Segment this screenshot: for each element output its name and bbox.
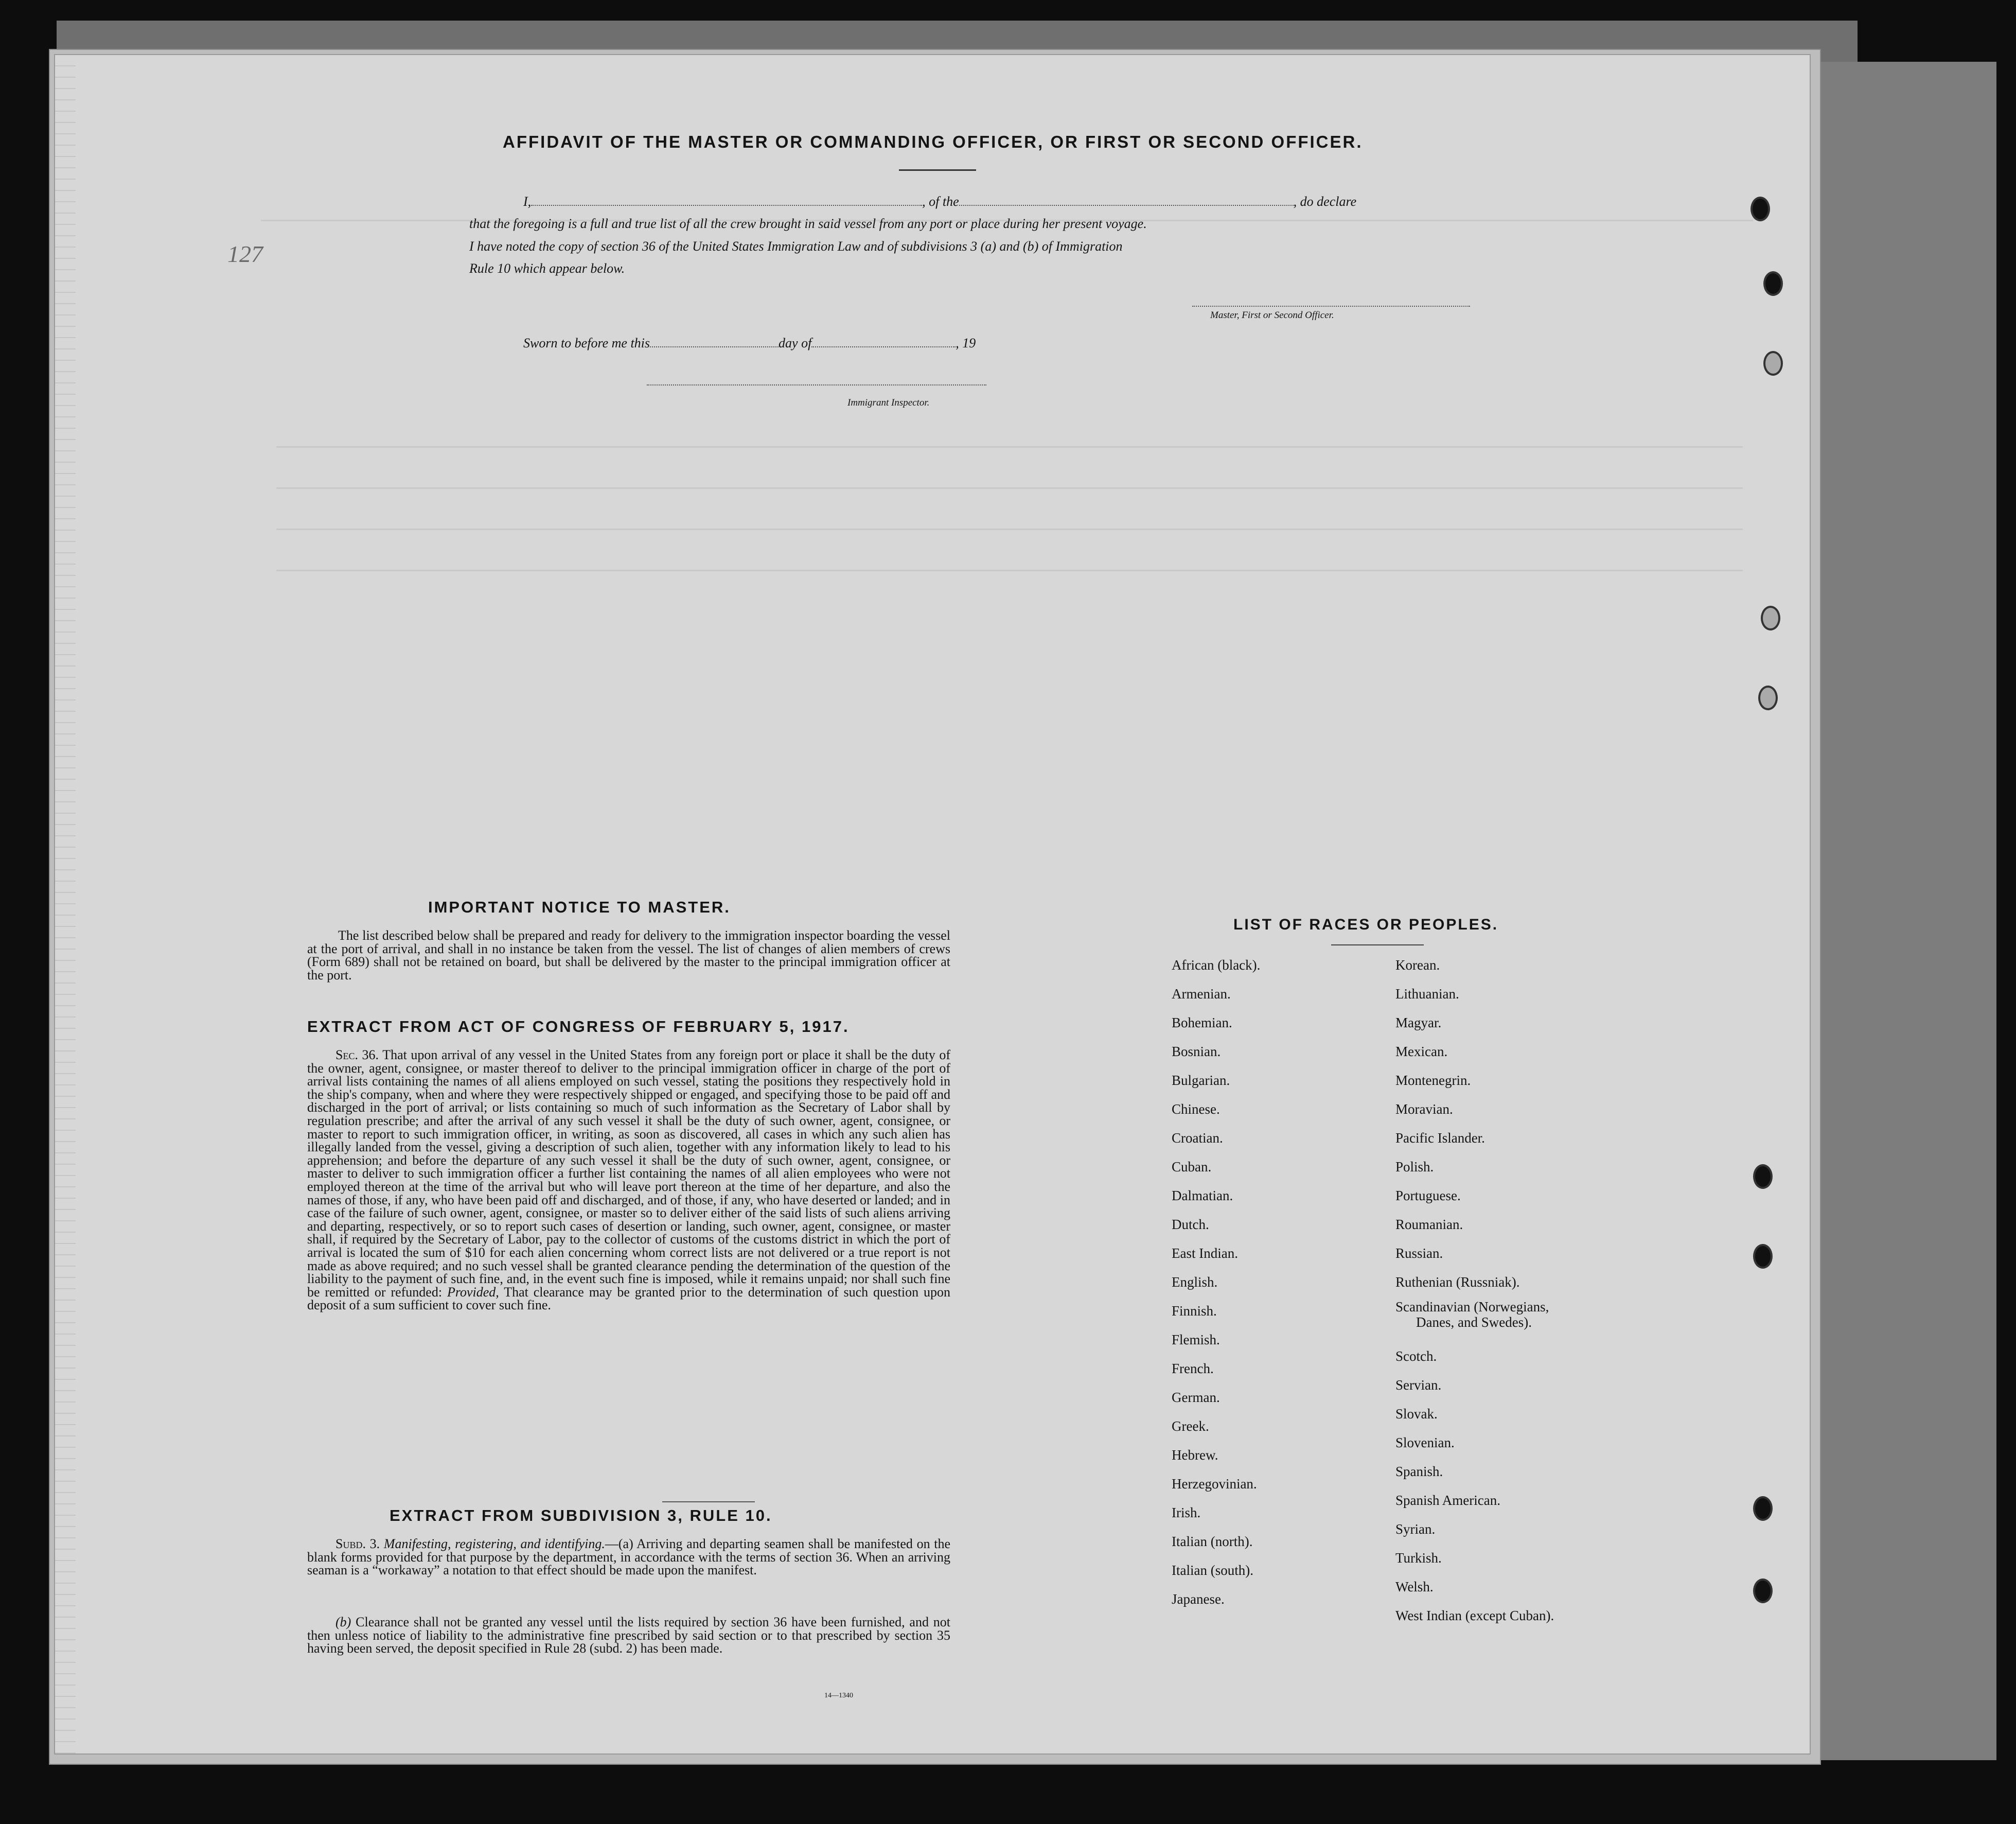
document-page (54, 54, 1811, 1755)
section-separator (662, 1501, 755, 1502)
form-number: 14—1340 (824, 1692, 853, 1699)
race-item: Scandinavian (Norwegians, (1395, 1299, 1549, 1314)
race-item: Spanish. (1395, 1464, 1443, 1479)
race-item: Roumanian. (1395, 1217, 1463, 1232)
binder-hole (1761, 606, 1780, 630)
bleed-through-rule (276, 529, 1743, 530)
race-item: Hebrew. (1172, 1447, 1218, 1463)
race-item: Greek. (1172, 1418, 1209, 1434)
act-body (307, 1048, 950, 1312)
binder-hole (1763, 351, 1783, 376)
race-item: Armenian. (1172, 986, 1231, 1002)
affidavit-of-the: , of the (922, 194, 959, 209)
affidavit-rule (899, 169, 976, 171)
binder-hole (1753, 1579, 1773, 1603)
binder-hole (1753, 1496, 1773, 1521)
sworn-year: , 19 (956, 336, 976, 350)
rule-para-b (307, 1616, 950, 1655)
rule-para-b-text: Clearance shall not be granted any vessel until the lists required by section 36 have been furnished, and not then unless notice of liability to the administrative fine prescribed by said section or to that prescribed by section 35 having been served, the deposit specified in Rule 28 (subd. 2) has been made. (307, 1615, 950, 1656)
race-item: Bohemian. (1172, 1015, 1232, 1030)
bleed-through-rule (276, 570, 1743, 571)
race-item: Danes, and Swedes). (1416, 1314, 1532, 1330)
page-ruling (55, 55, 76, 1753)
race-item: Russian. (1395, 1246, 1443, 1261)
race-item: African (black). (1172, 957, 1261, 973)
bleed-through-rule (276, 446, 1743, 448)
act-section-label: Sec. 36. (335, 1047, 379, 1062)
affidavit-line-4: Rule 10 which appear below. (469, 261, 625, 276)
affidavit-line-1 (523, 194, 1356, 209)
master-signature-line[interactable] (1192, 306, 1470, 307)
sworn-month-blank[interactable] (811, 346, 956, 347)
act-body-text: That upon arrival of any vessel in the United States from any foreign port or place it shall be the duty of the owner, agent, consignee, or master thereof to deliver to the principal immigration officer in charge of the port of arrival lists containing the names of all aliens employed on such vessel, stating the positions they respectively hold in the ship's company, when and where they were respectively shipped or engaged, and specifying those to be paid off and discharged in the port of arrival; or lists containing so much of such information as the Secretary of Labor shall by regulation prescribe; and after the arrival of any such vessel it shall be the duty of such owner, agent, consignee, or master to report to such immigration officer, in writing, as soon as discovered, all cases in which any such alien has illegally landed from the vessel, giving a description of such alien, together with any information likely to lead to his apprehension; and before the departure of any such vessel it shall be the duty of such owner, agent, consignee, or master to deliver to such immigration officer a further list containing the names of all alien employees who were not employed thereon at the time of the arrival but who will leave port thereon at the time of her departure, and also the names of those, if any, who have been paid off and discharged, and of those, if any, who have deserted or landed; and in case of the failure of such owner, agent, consignee, or master so to deliver either of the said lists of such aliens arriving and departing, respectively, or so to report such cases of desertion or landing, such owner, agent, consignee, or master shall, if required by the Secretary of Labor, pay to the collector of customs of the customs district in which the port of arrival is located the sum of $10 for each alien concerning whom correct lists are not delivered or a true report is not made as above required; and no such vessel shall be granted clearance pending the determination of the question of the liability to the payment of such fine, and, in the event such fine is imposed, while it remains unpaid; nor shall such fine be remitted or refunded: (307, 1047, 950, 1300)
act-title: EXTRACT FROM ACT OF CONGRESS OF FEBRUARY 5, 1917. (307, 1018, 850, 1036)
race-item: Turkish. (1395, 1550, 1442, 1566)
race-item: Slovak. (1395, 1406, 1438, 1422)
sworn-day-of: day of (779, 336, 812, 350)
race-item: Dutch. (1172, 1217, 1209, 1232)
act-proviso-word: Provided, (447, 1284, 499, 1300)
race-item: Polish. (1395, 1159, 1434, 1174)
race-item: Bulgarian. (1172, 1073, 1230, 1088)
race-item: Croatian. (1172, 1130, 1223, 1146)
races-left-column (1172, 951, 1260, 1613)
race-item: Finnish. (1172, 1303, 1217, 1319)
rule-para-a-text: —(a) Arriving and departing seamen shall be manifested on the blank forms provided for that purpose by the department, in accordance with the terms of section 36. When an arriving seaman is a “workaway” a notation to that effect should be made upon the manifest. (307, 1536, 950, 1578)
races-title: LIST OF RACES OR PEOPLES. (1233, 916, 1499, 933)
sworn-prefix: Sworn to before me this (523, 336, 650, 350)
notice-title: IMPORTANT NOTICE TO MASTER. (428, 898, 731, 916)
race-item: Italian (north). (1172, 1534, 1253, 1549)
race-item: French. (1172, 1361, 1214, 1376)
affidavit-declare: , do declare (1293, 194, 1357, 209)
race-item: English. (1172, 1274, 1218, 1290)
race-item: Lithuanian. (1395, 986, 1459, 1002)
race-item: Montenegrin. (1395, 1073, 1471, 1088)
binder-hole (1753, 1164, 1773, 1189)
name-blank[interactable] (531, 205, 922, 206)
affidavit-line-2: that the foregoing is a full and true list of all the crew brought in said vessel from any port or place during her present voyage. (469, 216, 1147, 231)
race-item: Portuguese. (1395, 1188, 1461, 1203)
race-item: Syrian. (1395, 1521, 1436, 1537)
rule-subdivision-label: Subd. 3. (335, 1536, 380, 1551)
race-item: Ruthenian (Russniak). (1395, 1274, 1520, 1290)
race-item: Flemish. (1172, 1332, 1220, 1347)
bleed-through-rule (276, 487, 1743, 489)
inspector-caption: Immigrant Inspector. (847, 397, 930, 408)
race-item: East Indian. (1172, 1246, 1238, 1261)
vessel-blank[interactable] (959, 205, 1294, 206)
affidavit-i: I, (523, 194, 532, 209)
sworn-day-blank[interactable] (650, 346, 779, 347)
race-item: Herzegovinian. (1172, 1476, 1257, 1492)
affidavit-line-3: I have noted the copy of section 36 of the United States Immigration Law and of subdivisions 3 (a) and (b) of Immigration (469, 239, 1123, 254)
sworn-line (523, 336, 976, 351)
race-item: Chinese. (1172, 1101, 1220, 1117)
affidavit-title: AFFIDAVIT OF THE MASTER OR COMMANDING OFFICER, OR FIRST OR SECOND OFFICER. (503, 132, 1363, 151)
race-item: Scotch. (1395, 1348, 1437, 1364)
race-item: Servian. (1395, 1377, 1442, 1393)
act-proviso-text: That clearance may be granted prior to the determination of such question upon deposit of a sum sufficient to cover such fine. (307, 1284, 951, 1313)
race-item: Moravian. (1395, 1101, 1453, 1117)
binder-hole (1750, 197, 1770, 221)
master-caption: Master, First or Second Officer. (1210, 310, 1334, 321)
race-item: Slovenian. (1395, 1435, 1455, 1450)
race-item: Spanish American. (1395, 1493, 1500, 1508)
race-item: Magyar. (1395, 1015, 1442, 1030)
binder-hole (1758, 686, 1778, 710)
margin-mark: 127 (227, 241, 263, 267)
race-item: Korean. (1395, 957, 1440, 973)
race-item: Japanese. (1172, 1591, 1225, 1607)
race-item: Italian (south). (1172, 1563, 1253, 1578)
race-item: Bosnian. (1172, 1044, 1221, 1059)
race-item: Irish. (1172, 1505, 1201, 1520)
rule-title: EXTRACT FROM SUBDIVISION 3, RULE 10. (390, 1506, 772, 1524)
races-rule (1331, 944, 1424, 945)
race-item: Pacific Islander. (1395, 1130, 1485, 1146)
rule-para-a (307, 1537, 950, 1577)
rule-para-b-label: (b) (335, 1615, 351, 1629)
race-item: Welsh. (1395, 1579, 1434, 1594)
race-item: Cuban. (1172, 1159, 1212, 1174)
races-right-column (1395, 951, 1554, 1630)
race-item: Mexican. (1395, 1044, 1448, 1059)
rule-heading: Manifesting, registering, and identifying. (383, 1536, 605, 1551)
race-item: Dalmatian. (1172, 1188, 1233, 1203)
notice-body: The list described below shall be prepared and ready for delivery to the immigration inspector boarding the vessel at the port of arrival, and shall in no instance be taken from the vessel. The list of changes of alien members of crews (Form 689) shall not be retained on board, but shall be delivered by the master to the principal immigration officer at the port. (307, 928, 950, 983)
race-item: West Indian (except Cuban). (1395, 1608, 1554, 1623)
inspector-signature-line[interactable] (647, 384, 986, 385)
race-item: German. (1172, 1390, 1220, 1405)
binder-hole (1753, 1244, 1773, 1269)
binder-hole (1763, 271, 1783, 296)
